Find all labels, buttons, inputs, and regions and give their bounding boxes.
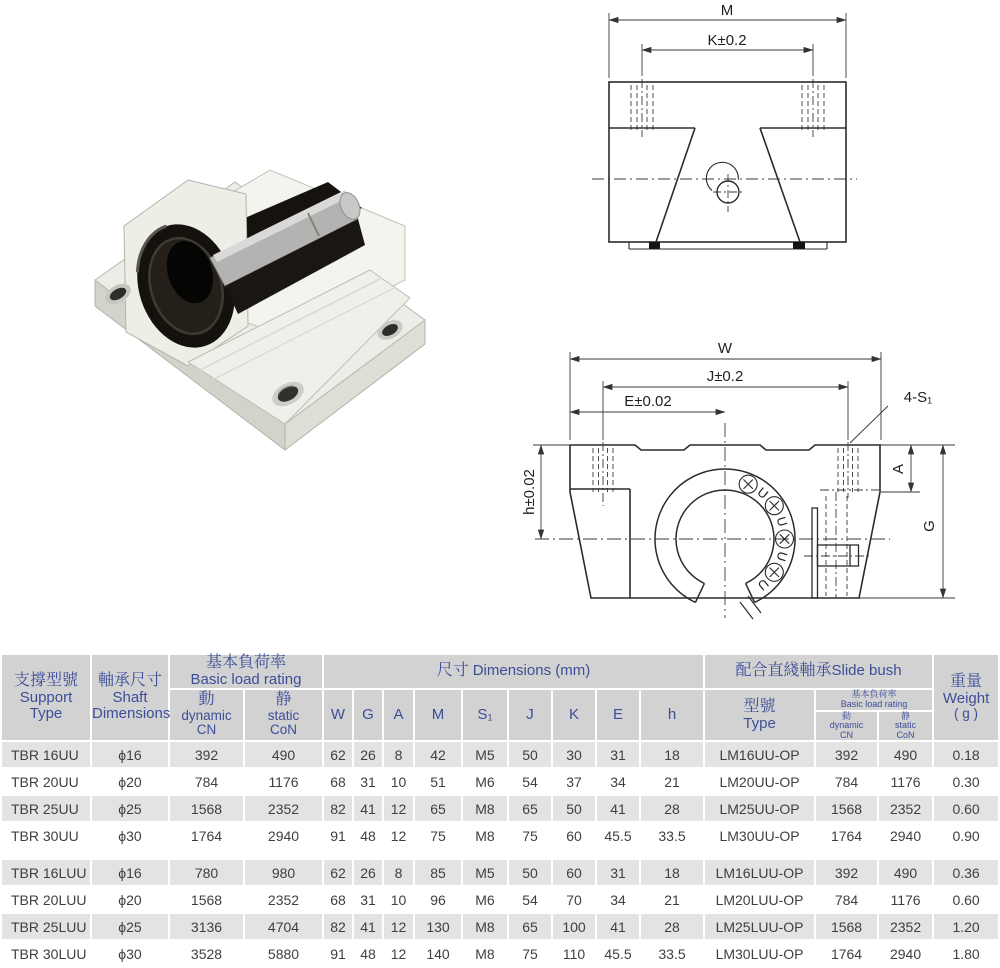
cell: 45.5	[597, 823, 639, 848]
cell: 75	[415, 823, 461, 848]
cell: 1176	[245, 769, 322, 794]
cell: M5	[463, 860, 507, 885]
cell: 4704	[245, 914, 322, 939]
dim-label-m: M	[720, 2, 734, 19]
dim-label-a: A	[890, 463, 907, 475]
cell: 18	[641, 742, 703, 767]
cell: 68	[324, 887, 352, 912]
group-header-dimensions: 尺寸 Dimensions (mm)	[324, 655, 703, 688]
cell: 1764	[170, 823, 243, 848]
cell: 1.20	[934, 914, 998, 939]
cell: 51	[415, 769, 461, 794]
cell: 100	[553, 914, 595, 939]
cell: LM20UU-OP	[705, 769, 814, 794]
cell: 50	[509, 860, 551, 885]
cell: 26	[354, 860, 382, 885]
cell: 1176	[879, 887, 932, 912]
cell: 28	[641, 914, 703, 939]
cell: 41	[354, 796, 382, 821]
cell: 3528	[170, 941, 243, 966]
cell: LM25LUU-OP	[705, 914, 814, 939]
cell: 780	[170, 860, 243, 885]
svg-text:U: U	[754, 484, 772, 502]
cell: 62	[324, 860, 352, 885]
cell: ϕ20	[92, 887, 168, 912]
cell: 1568	[816, 914, 877, 939]
cell: 2940	[245, 823, 322, 848]
cell: M6	[463, 769, 507, 794]
side-outline	[609, 82, 846, 242]
cell: 980	[245, 860, 322, 885]
cell: 0.18	[934, 742, 998, 767]
group-header-slide-bush: 配合直綫軸承Slide bush	[705, 655, 932, 688]
cell-support-type: TBR 25LUU	[2, 914, 90, 939]
cell: 60	[553, 860, 595, 885]
svg-text:U: U	[773, 514, 791, 529]
cell: 8	[384, 742, 413, 767]
product-photo	[60, 118, 490, 458]
cell: 85	[415, 860, 461, 885]
cell: 392	[816, 860, 877, 885]
spec-table	[0, 653, 1000, 968]
group-gap-row	[2, 850, 998, 858]
cell: 82	[324, 796, 352, 821]
cell: M8	[463, 914, 507, 939]
cell: 70	[553, 887, 595, 912]
cell: 140	[415, 941, 461, 966]
cell: 2352	[245, 796, 322, 821]
cell: 0.60	[934, 796, 998, 821]
svg-text:U: U	[773, 549, 791, 564]
col-header-support-type: 支撐型號 Support Type	[2, 655, 90, 740]
seal-mark-left	[649, 242, 660, 249]
cell: 41	[597, 796, 639, 821]
cell: 54	[509, 887, 551, 912]
cell: 21	[641, 887, 703, 912]
group-header-load-rating: 基本負荷率 Basic load rating	[170, 655, 322, 688]
col-header-e: E	[597, 690, 639, 740]
cell: 12	[384, 823, 413, 848]
cell: 41	[597, 914, 639, 939]
cell: 65	[509, 796, 551, 821]
cell: 50	[553, 796, 595, 821]
cell: 65	[415, 796, 461, 821]
cell: ϕ25	[92, 914, 168, 939]
cell: 784	[170, 769, 243, 794]
cell: 41	[354, 914, 382, 939]
cell: 490	[879, 742, 932, 767]
cell: 48	[354, 823, 382, 848]
col-header-static: 静 static CoN	[245, 690, 322, 740]
cell: 3136	[170, 914, 243, 939]
col-header-weight: 重量 Weight ( g )	[934, 655, 998, 740]
drawing-side-view	[585, 0, 905, 260]
col-header-slide-dynamic: 動 dynamic CN	[816, 712, 877, 740]
cell: 0.36	[934, 860, 998, 885]
cell: ϕ16	[92, 860, 168, 885]
table-row	[2, 914, 998, 939]
cell: 1568	[170, 887, 243, 912]
cell: LM16UU-OP	[705, 742, 814, 767]
cell: 490	[245, 742, 322, 767]
col-header-slide-load: 基本負荷率 Basic load rating	[816, 690, 932, 710]
cell: ϕ16	[92, 742, 168, 767]
col-header-shaft-dimensions: 軸承尺寸 Shaft Dimensions	[92, 655, 168, 740]
col-header-j: J	[509, 690, 551, 740]
cell: ϕ30	[92, 823, 168, 848]
cell: 68	[324, 769, 352, 794]
cell: 91	[324, 941, 352, 966]
cell: 392	[816, 742, 877, 767]
cell: ϕ25	[92, 796, 168, 821]
cell: 2352	[879, 914, 932, 939]
front-outline	[570, 445, 881, 598]
cell: 82	[324, 914, 352, 939]
cell: LM20LUU-OP	[705, 887, 814, 912]
cell: 31	[354, 769, 382, 794]
cell: 2352	[879, 796, 932, 821]
cell: 50	[509, 742, 551, 767]
seal-mark-right	[793, 242, 805, 249]
cell: 28	[641, 796, 703, 821]
cell: 12	[384, 914, 413, 939]
cell: 2940	[879, 941, 932, 966]
pillow-block-illustration	[60, 118, 490, 458]
cell-support-type: TBR 30LUU	[2, 941, 90, 966]
dim-label-k: K±0.2	[707, 32, 747, 49]
cell: 33.5	[641, 823, 703, 848]
cell: 5880	[245, 941, 322, 966]
table-row	[2, 887, 998, 912]
front-centerlines	[535, 423, 890, 618]
cell: 0.30	[934, 769, 998, 794]
cell: 65	[509, 914, 551, 939]
cell: 2940	[879, 823, 932, 848]
col-header-k: K	[553, 690, 595, 740]
side-centerlines	[592, 174, 857, 212]
cell-support-type: TBR 20LUU	[2, 887, 90, 912]
dim-label-4s1: 4-S₁	[903, 389, 933, 406]
col-header-dynamic: 動 dynamic CN	[170, 690, 243, 740]
cell: 60	[553, 823, 595, 848]
cell: 62	[324, 742, 352, 767]
col-header-a: A	[384, 690, 413, 740]
cell: 45.5	[597, 941, 639, 966]
dim-label-e: E±0.02	[624, 393, 672, 410]
col-header-s1: S₁	[463, 690, 507, 740]
cell: M8	[463, 796, 507, 821]
dim-label-j: J±0.2	[706, 368, 744, 385]
dim-label-h: h±0.02	[521, 469, 538, 515]
cell: 110	[553, 941, 595, 966]
cell-support-type: TBR 30UU	[2, 823, 90, 848]
svg-text:U: U	[754, 575, 772, 594]
cell: 30	[553, 742, 595, 767]
cell: 2352	[245, 887, 322, 912]
col-header-g: G	[354, 690, 382, 740]
cell: 12	[384, 941, 413, 966]
cell: 18	[641, 860, 703, 885]
table-row	[2, 860, 998, 885]
cell: 34	[597, 887, 639, 912]
col-header-m: M	[415, 690, 461, 740]
cell: 37	[553, 769, 595, 794]
cell: ϕ20	[92, 769, 168, 794]
cell: 0.60	[934, 887, 998, 912]
front-hidden-holes	[593, 442, 880, 598]
cell-support-type: TBR 20UU	[2, 769, 90, 794]
cell: 1764	[816, 823, 877, 848]
cell-support-type: TBR 16UU	[2, 742, 90, 767]
cell: LM30UU-OP	[705, 823, 814, 848]
cell: 1176	[879, 769, 932, 794]
dim-label-g: G	[921, 520, 938, 532]
dim-label-w: W	[717, 340, 733, 357]
cell: 31	[597, 742, 639, 767]
cell: 8	[384, 860, 413, 885]
col-header-slide-type: 型號 Type	[705, 690, 814, 740]
col-header-h: h	[641, 690, 703, 740]
cell: 33.5	[641, 941, 703, 966]
table-row	[2, 769, 998, 794]
cell: M5	[463, 742, 507, 767]
cell: 1568	[816, 796, 877, 821]
cell: 54	[509, 769, 551, 794]
col-header-slide-static: 静 static CoN	[879, 712, 932, 740]
cell: 392	[170, 742, 243, 767]
cell: M6	[463, 887, 507, 912]
cell: LM16LUU-OP	[705, 860, 814, 885]
cell: 1568	[170, 796, 243, 821]
table-row	[2, 796, 998, 821]
cell: 42	[415, 742, 461, 767]
cell: 96	[415, 887, 461, 912]
cell: LM25UU-OP	[705, 796, 814, 821]
cell: M8	[463, 941, 507, 966]
cell: 75	[509, 941, 551, 966]
cell: 130	[415, 914, 461, 939]
table-row	[2, 941, 998, 966]
cell: 75	[509, 823, 551, 848]
cell: 48	[354, 941, 382, 966]
cell: 490	[879, 860, 932, 885]
cell: 10	[384, 887, 413, 912]
cell: 1764	[816, 941, 877, 966]
table-row	[2, 823, 998, 848]
cell: 1.80	[934, 941, 998, 966]
drawing-front-view	[490, 330, 1000, 642]
cell: 91	[324, 823, 352, 848]
cell: 10	[384, 769, 413, 794]
col-header-w: W	[324, 690, 352, 740]
cell: 34	[597, 769, 639, 794]
cell: 26	[354, 742, 382, 767]
cell: LM30LUU-OP	[705, 941, 814, 966]
cell: 31	[354, 887, 382, 912]
cell-support-type: TBR 25UU	[2, 796, 90, 821]
cell: ϕ30	[92, 941, 168, 966]
cell-support-type: TBR 16LUU	[2, 860, 90, 885]
cell: 21	[641, 769, 703, 794]
grease-hole	[706, 162, 739, 203]
cell: 784	[816, 887, 877, 912]
cell: 784	[816, 769, 877, 794]
cell: 12	[384, 796, 413, 821]
cell: 0.90	[934, 823, 998, 848]
table-row	[2, 742, 998, 767]
table-body	[2, 742, 998, 966]
cell: M8	[463, 823, 507, 848]
cell: 31	[597, 860, 639, 885]
